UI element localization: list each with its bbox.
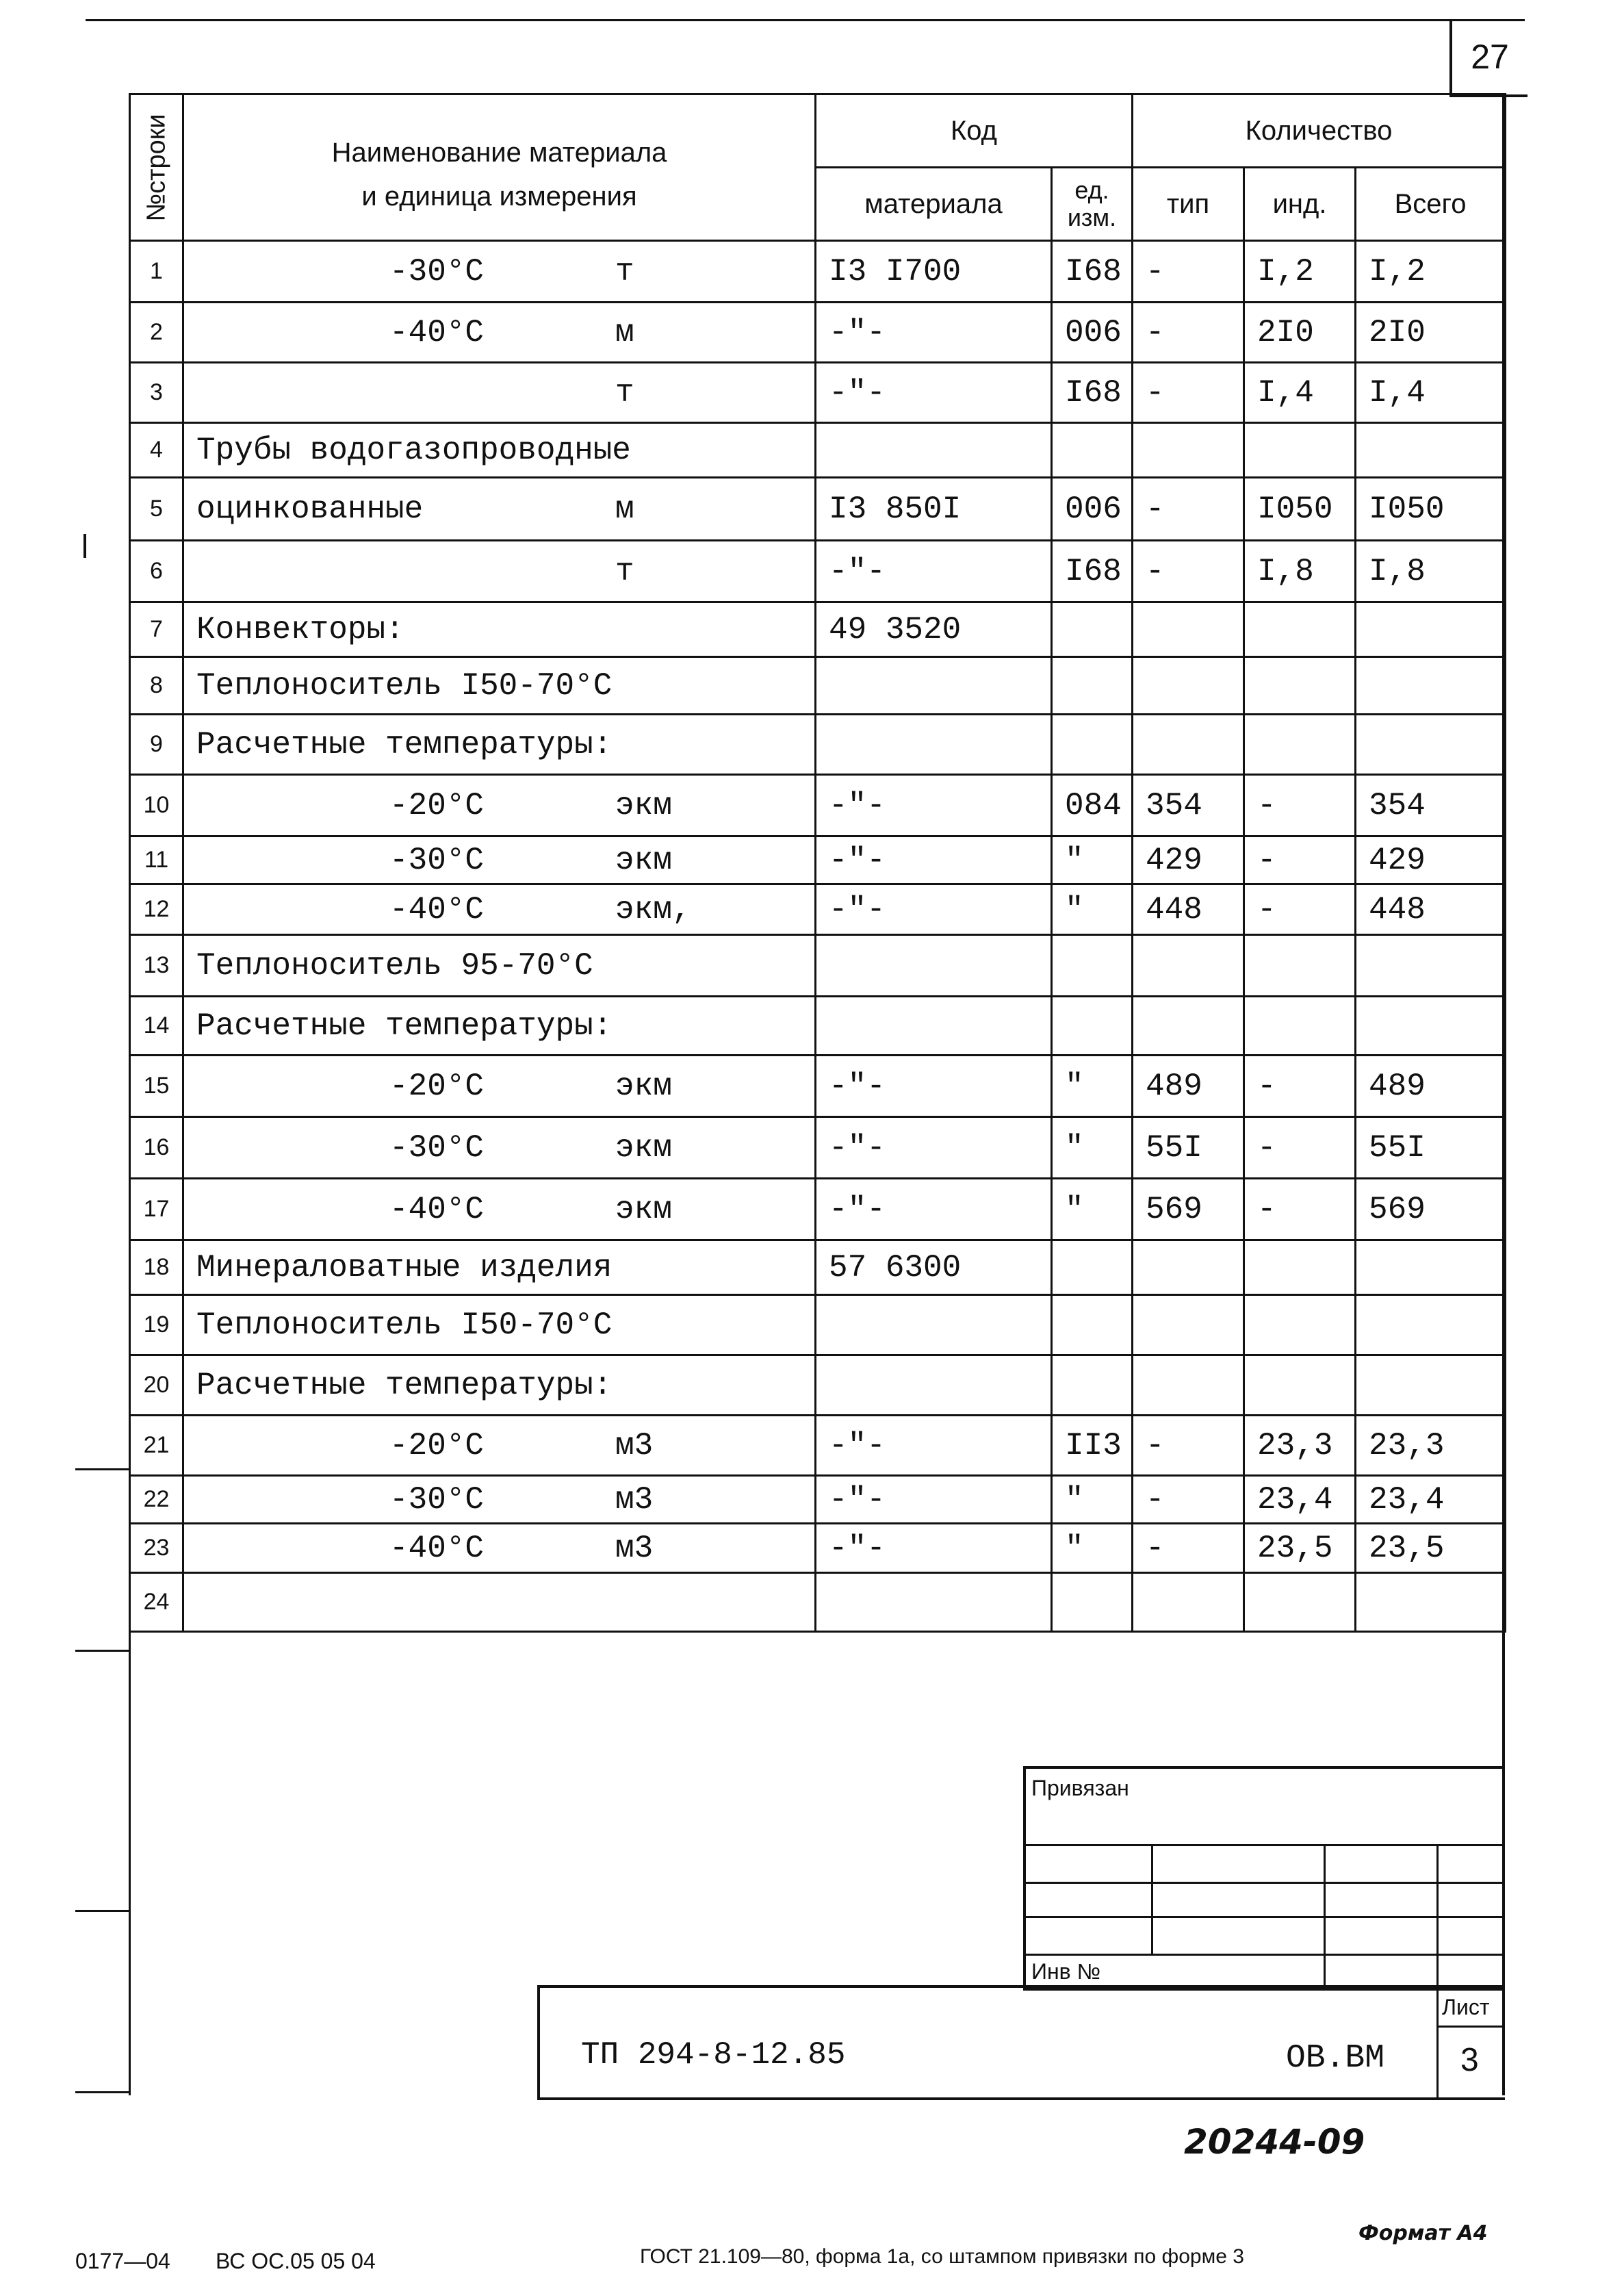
unit-code-cell: ": [1052, 1476, 1133, 1524]
material-name: Теплоноситель I50-70°C: [196, 1307, 613, 1343]
unit-code-cell: [1052, 1573, 1133, 1632]
row-number-cell: 19: [130, 1295, 183, 1355]
row-number-cell: 18: [130, 1240, 183, 1295]
material-code-cell: [816, 1295, 1052, 1355]
qty-type-cell: [1133, 1295, 1244, 1355]
header-quantity: Количество: [1133, 94, 1506, 168]
qty-ind-cell: [1244, 1573, 1356, 1632]
design-temperature: -20°C: [389, 1068, 485, 1104]
material-name-cell: [183, 363, 816, 423]
title-vline: [1436, 1988, 1439, 2097]
material-name-cell: [183, 836, 816, 884]
material-code-cell: -"-: [816, 541, 1052, 602]
row-number-cell: 3: [130, 363, 183, 423]
row-number-cell: 12: [130, 884, 183, 935]
material-code-cell: [816, 935, 1052, 997]
qty-type-cell: [1133, 997, 1244, 1056]
qty-ind-cell: 23,4: [1244, 1476, 1356, 1524]
material-code-cell: -"-: [816, 775, 1052, 836]
title-hline: [1436, 2026, 1505, 2028]
qty-total-cell: [1356, 423, 1506, 478]
unit-code-cell: ": [1052, 1179, 1133, 1240]
header-code: Код: [816, 94, 1133, 168]
qty-total-cell: 23,4: [1356, 1476, 1506, 1524]
material-name-cell: [183, 657, 816, 715]
table-row: [130, 1056, 1506, 1117]
qty-total-cell: 23,5: [1356, 1524, 1506, 1573]
qty-ind-cell: -: [1244, 775, 1356, 836]
qty-total-cell: [1356, 935, 1506, 997]
qty-type-cell: 354: [1133, 775, 1244, 836]
material-name-cell: [183, 775, 816, 836]
table-header: [130, 94, 1506, 241]
unit-code-cell: 006: [1052, 478, 1133, 541]
qty-type-cell: [1133, 1573, 1244, 1632]
qty-type-cell: -: [1133, 478, 1244, 541]
header-qty-total: Всего: [1356, 168, 1506, 241]
qty-type-cell: -: [1133, 541, 1244, 602]
qty-total-cell: 55I: [1356, 1117, 1506, 1179]
material-name-cell: [183, 935, 816, 997]
row-number-cell: 8: [130, 657, 183, 715]
unit-code-cell: [1052, 715, 1133, 775]
material-code-cell: [816, 1573, 1052, 1632]
frame-top-line: [86, 19, 1525, 21]
table-row: [130, 1295, 1506, 1355]
qty-total-cell: I,8: [1356, 541, 1506, 602]
material-code-cell: -"-: [816, 1476, 1052, 1524]
unit-code-cell: [1052, 997, 1133, 1056]
header-qty-ind: инд.: [1244, 168, 1356, 241]
table-row: [130, 303, 1506, 363]
stamp-vline-2: [1324, 1844, 1326, 1988]
doc-code: ТП 294-8-12.85: [581, 2037, 846, 2073]
row-number-cell: 6: [130, 541, 183, 602]
qty-ind-cell: I,4: [1244, 363, 1356, 423]
qty-ind-cell: I050: [1244, 478, 1356, 541]
unit-code-cell: 006: [1052, 303, 1133, 363]
table-row: [130, 541, 1506, 602]
header-material-name: Наименование материала и единица измерения: [183, 94, 816, 241]
qty-total-cell: [1356, 1240, 1506, 1295]
material-name-cell: [183, 1117, 816, 1179]
material-name: Расчетные температуры:: [196, 1367, 613, 1403]
material-code-cell: -"-: [816, 1524, 1052, 1573]
design-temperature: -30°C: [389, 1481, 485, 1518]
material-code-cell: 57 6300: [816, 1240, 1052, 1295]
material-name-cell: [183, 541, 816, 602]
unit-of-measure: т: [615, 374, 634, 411]
material-name-cell: [183, 602, 816, 657]
row-number-cell: 22: [130, 1476, 183, 1524]
material-name-cell: [183, 303, 816, 363]
qty-ind-cell: -: [1244, 1056, 1356, 1117]
material-name-cell: [183, 241, 816, 303]
table-row: [130, 1240, 1506, 1295]
qty-type-cell: -: [1133, 1476, 1244, 1524]
table-row: [130, 775, 1506, 836]
bound-label: Привязан: [1031, 1776, 1129, 1800]
material-name-cell: [183, 1056, 816, 1117]
qty-type-cell: [1133, 1240, 1244, 1295]
material-name-cell: [183, 1295, 816, 1355]
table-row: [130, 1355, 1506, 1416]
qty-type-cell: -: [1133, 363, 1244, 423]
material-name-cell: [183, 1355, 816, 1416]
material-code-cell: -"-: [816, 1117, 1052, 1179]
unit-code-cell: [1052, 935, 1133, 997]
qty-type-cell: [1133, 657, 1244, 715]
qty-total-cell: 448: [1356, 884, 1506, 935]
unit-code-cell: II3: [1052, 1416, 1133, 1476]
unit-of-measure: м3: [615, 1427, 654, 1464]
table-row: [130, 602, 1506, 657]
row-number-cell: 24: [130, 1573, 183, 1632]
qty-ind-cell: 23,3: [1244, 1416, 1356, 1476]
row-number-cell: 13: [130, 935, 183, 997]
qty-ind-cell: [1244, 1295, 1356, 1355]
row-number-cell: 9: [130, 715, 183, 775]
unit-of-measure: экм: [615, 1129, 672, 1166]
design-temperature: -30°C: [389, 253, 485, 290]
unit-of-measure: экм: [615, 787, 672, 823]
row-number-cell: 23: [130, 1524, 183, 1573]
qty-ind-cell: -: [1244, 836, 1356, 884]
unit-of-measure: м3: [615, 1530, 654, 1566]
header-code-unit: ед. изм.: [1052, 168, 1133, 241]
material-code-cell: 49 3520: [816, 602, 1052, 657]
frame-left-tick-3: [75, 1910, 130, 1912]
row-number-cell: 1: [130, 241, 183, 303]
material-name-cell: [183, 1573, 816, 1632]
unit-of-measure: т: [615, 553, 634, 589]
frame-left-tick-2: [75, 1650, 130, 1652]
format-label: Формат А4: [1358, 2221, 1488, 2245]
row-number-cell: 17: [130, 1179, 183, 1240]
stamp-vline-1: [1151, 1844, 1153, 1954]
qty-total-cell: 354: [1356, 775, 1506, 836]
page-number: 27: [1449, 19, 1528, 97]
material-name: Трубы водогазопроводные: [196, 432, 631, 468]
handwritten-number: 20244-09: [1184, 2122, 1365, 2162]
unit-code-cell: I68: [1052, 541, 1133, 602]
unit-of-measure: м: [615, 314, 634, 350]
header-row-number: №строки: [130, 94, 183, 241]
stamp-line-1: [1026, 1844, 1505, 1846]
unit-code-cell: ": [1052, 836, 1133, 884]
qty-total-cell: [1356, 657, 1506, 715]
qty-ind-cell: -: [1244, 1179, 1356, 1240]
unit-of-measure: экм,: [615, 891, 691, 928]
qty-ind-cell: [1244, 602, 1356, 657]
qty-type-cell: [1133, 1355, 1244, 1416]
header-code-material: материала: [816, 168, 1052, 241]
unit-of-measure: экм: [615, 842, 672, 878]
unit-of-measure: экм: [615, 1068, 672, 1104]
qty-ind-cell: [1244, 715, 1356, 775]
material-name: Теплоноситель I50-70°C: [196, 667, 613, 704]
unit-code-cell: [1052, 1355, 1133, 1416]
footer-mid: ВС ОС.05 05 04: [216, 2249, 376, 2273]
row-number-cell: 15: [130, 1056, 183, 1117]
title-block: [537, 1985, 1505, 2100]
row-number-cell: 20: [130, 1355, 183, 1416]
qty-type-cell: [1133, 715, 1244, 775]
material-name: Теплоноситель 95-70°C: [196, 947, 593, 984]
qty-type-cell: 569: [1133, 1179, 1244, 1240]
qty-total-cell: [1356, 1295, 1506, 1355]
unit-code-cell: [1052, 1295, 1133, 1355]
unit-of-measure: т: [615, 253, 634, 290]
sheet-label: Лист: [1442, 1995, 1490, 2019]
sheet-number: 3: [1460, 2042, 1479, 2078]
table-row: [130, 241, 1506, 303]
row-number-cell: 4: [130, 423, 183, 478]
material-name-cell: [183, 423, 816, 478]
frame-left-tick-4: [75, 2091, 130, 2093]
doc-mark: ОВ.ВМ: [1286, 2040, 1385, 2077]
table-row: [130, 1573, 1506, 1632]
row-number-cell: 5: [130, 478, 183, 541]
qty-ind-cell: [1244, 997, 1356, 1056]
table-row: [130, 836, 1506, 884]
qty-type-cell: 448: [1133, 884, 1244, 935]
material-name-cell: [183, 1476, 816, 1524]
qty-ind-cell: 2I0: [1244, 303, 1356, 363]
materials-table: [129, 93, 1506, 1633]
qty-ind-cell: 23,5: [1244, 1524, 1356, 1573]
qty-total-cell: [1356, 715, 1506, 775]
row-number-cell: 2: [130, 303, 183, 363]
material-code-cell: -"-: [816, 1179, 1052, 1240]
qty-total-cell: [1356, 1355, 1506, 1416]
stamp-line-3: [1026, 1916, 1505, 1918]
qty-ind-cell: I,2: [1244, 241, 1356, 303]
qty-total-cell: 2I0: [1356, 303, 1506, 363]
design-temperature: -40°C: [389, 1191, 485, 1227]
unit-code-cell: [1052, 423, 1133, 478]
qty-total-cell: [1356, 602, 1506, 657]
unit-of-measure: м3: [615, 1481, 654, 1518]
material-code-cell: -"-: [816, 1056, 1052, 1117]
stamp-line-4: [1026, 1954, 1505, 1956]
header-qty-type: тип: [1133, 168, 1244, 241]
material-code-cell: [816, 423, 1052, 478]
design-temperature: -20°C: [389, 787, 485, 823]
unit-code-cell: ": [1052, 1524, 1133, 1573]
qty-ind-cell: [1244, 1240, 1356, 1295]
table-row: [130, 997, 1506, 1056]
unit-code-cell: ": [1052, 1117, 1133, 1179]
material-name: Расчетные температуры:: [196, 726, 613, 763]
qty-ind-cell: -: [1244, 1117, 1356, 1179]
qty-ind-cell: [1244, 423, 1356, 478]
qty-ind-cell: I,8: [1244, 541, 1356, 602]
table-body: [130, 241, 1506, 1632]
table-row: [130, 935, 1506, 997]
table-row: [130, 478, 1506, 541]
design-temperature: -40°C: [389, 891, 485, 928]
unit-code-cell: I68: [1052, 241, 1133, 303]
stamp-vline-3: [1436, 1844, 1439, 1988]
material-code-cell: [816, 657, 1052, 715]
material-name-cell: [183, 715, 816, 775]
material-name-cell: [183, 884, 816, 935]
material-code-cell: -"-: [816, 363, 1052, 423]
table-row: [130, 423, 1506, 478]
qty-total-cell: 489: [1356, 1056, 1506, 1117]
material-code-cell: [816, 715, 1052, 775]
table-row: [130, 1416, 1506, 1476]
row-number-cell: 16: [130, 1117, 183, 1179]
material-name: Конвекторы:: [196, 611, 404, 648]
table-row: [130, 1524, 1506, 1573]
unit-code-cell: 084: [1052, 775, 1133, 836]
qty-type-cell: [1133, 935, 1244, 997]
qty-type-cell: 55I: [1133, 1117, 1244, 1179]
qty-type-cell: -: [1133, 1416, 1244, 1476]
table-row: [130, 363, 1506, 423]
qty-total-cell: 569: [1356, 1179, 1506, 1240]
qty-total-cell: [1356, 997, 1506, 1056]
frame-left-tick-1: [75, 1468, 130, 1470]
table-row: [130, 884, 1506, 935]
material-code-cell: -"-: [816, 884, 1052, 935]
design-temperature: -20°C: [389, 1427, 485, 1464]
row-number-cell: 11: [130, 836, 183, 884]
unit-code-cell: [1052, 657, 1133, 715]
unit-code-cell: I68: [1052, 363, 1133, 423]
qty-ind-cell: [1244, 935, 1356, 997]
material-name-cell: [183, 1524, 816, 1573]
material-name-cell: [183, 478, 816, 541]
row-number-cell: 14: [130, 997, 183, 1056]
material-name-cell: [183, 997, 816, 1056]
qty-total-cell: [1356, 1573, 1506, 1632]
unit-of-measure: м: [615, 491, 634, 527]
material-code-cell: -"-: [816, 303, 1052, 363]
material-code-cell: [816, 1355, 1052, 1416]
qty-type-cell: -: [1133, 303, 1244, 363]
unit-code-cell: [1052, 1240, 1133, 1295]
row-number-cell: 10: [130, 775, 183, 836]
stamp-line-2: [1026, 1882, 1505, 1884]
qty-type-cell: 429: [1133, 836, 1244, 884]
unit-of-measure: экм: [615, 1191, 672, 1227]
material-name: оцинкованные: [196, 491, 424, 527]
design-temperature: -40°C: [389, 1530, 485, 1566]
design-temperature: -30°C: [389, 842, 485, 878]
binding-stamp: [1023, 1766, 1505, 1991]
unit-code-cell: ": [1052, 1056, 1133, 1117]
material-name-cell: [183, 1179, 816, 1240]
material-name: Минераловатные изделия: [196, 1249, 613, 1286]
design-temperature: -30°C: [389, 1129, 485, 1166]
table-row: [130, 715, 1506, 775]
unit-code-cell: [1052, 602, 1133, 657]
table-row: [130, 657, 1506, 715]
qty-total-cell: I050: [1356, 478, 1506, 541]
table-row: [130, 1179, 1506, 1240]
qty-type-cell: [1133, 423, 1244, 478]
qty-type-cell: -: [1133, 241, 1244, 303]
qty-type-cell: 489: [1133, 1056, 1244, 1117]
material-name-cell: [183, 1416, 816, 1476]
material-code-cell: -"-: [816, 1416, 1052, 1476]
qty-ind-cell: [1244, 1355, 1356, 1416]
row-number-cell: 21: [130, 1416, 183, 1476]
qty-type-cell: -: [1133, 1524, 1244, 1573]
qty-ind-cell: [1244, 657, 1356, 715]
material-name-cell: [183, 1240, 816, 1295]
qty-type-cell: [1133, 602, 1244, 657]
frame-margin-mark: [83, 534, 86, 558]
row-number-cell: 7: [130, 602, 183, 657]
qty-total-cell: I,4: [1356, 363, 1506, 423]
qty-total-cell: I,2: [1356, 241, 1506, 303]
inv-label: Инв №: [1031, 1959, 1100, 1984]
material-code-cell: I3 850I: [816, 478, 1052, 541]
qty-total-cell: 429: [1356, 836, 1506, 884]
material-code-cell: -"-: [816, 836, 1052, 884]
material-code-cell: I3 I700: [816, 241, 1052, 303]
unit-code-cell: ": [1052, 884, 1133, 935]
table-row: [130, 1476, 1506, 1524]
footer-right: ГОСТ 21.109—80, форма 1а, со штампом привязки по форме 3: [640, 2245, 1244, 2268]
footer-left: 0177—04: [75, 2249, 170, 2273]
material-code-cell: [816, 997, 1052, 1056]
table-row: [130, 1117, 1506, 1179]
material-name: Расчетные температуры:: [196, 1008, 613, 1044]
design-temperature: -40°C: [389, 314, 485, 350]
qty-ind-cell: -: [1244, 884, 1356, 935]
qty-total-cell: 23,3: [1356, 1416, 1506, 1476]
